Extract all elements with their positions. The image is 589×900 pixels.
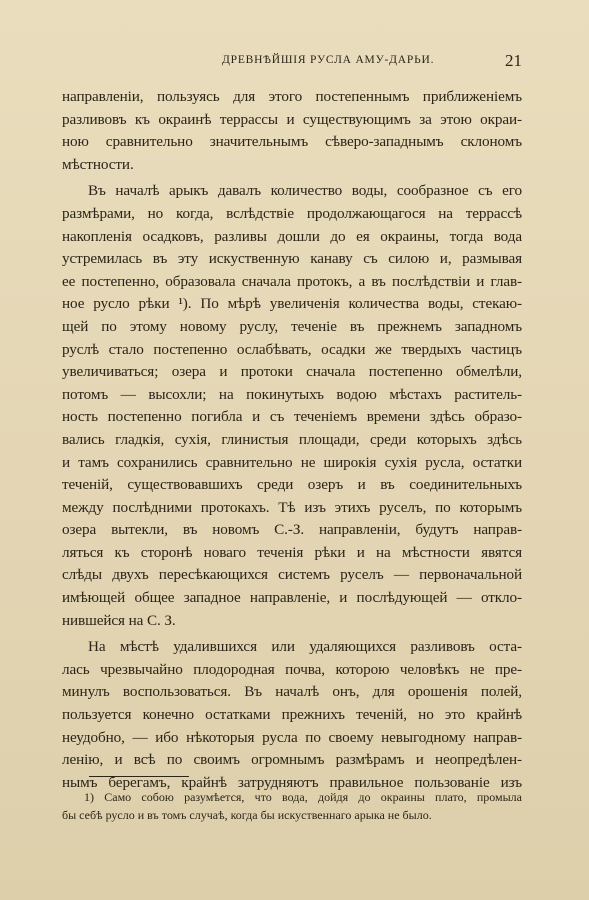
text-line: накопленія осадковъ, разливы дошли до ея окраины, тогда вода xyxy=(62,227,522,245)
text-line: мѣстности. xyxy=(62,155,134,173)
text-line: щей по этому новому руслу, теченіе въ прежнемъ западномъ xyxy=(62,317,522,335)
page-number: 21 xyxy=(505,51,522,70)
main-text xyxy=(62,86,522,794)
text-line: На мѣстѣ удалившихся или удаляющихся разливовъ оста- xyxy=(88,638,522,656)
text-line: Въ началѣ арыкъ давалъ количество воды, сообразное съ его xyxy=(88,182,522,200)
text-line: озера вытекли, въ новомъ С.-З. направленіи, будутъ направ- xyxy=(62,521,522,539)
text-line: ее постепенно, образовала сначала протокъ, а въ послѣдствіи и глав- xyxy=(62,272,522,290)
text-line: нымъ берегамъ, крайнѣ затрудняютъ правильное пользованіе изъ xyxy=(62,773,522,791)
footnote-divider xyxy=(89,776,189,777)
text-line: ляться къ сторонѣ новаго теченія рѣки и на мѣстности явятся xyxy=(62,543,522,561)
text-line: потомъ — высохли; на покинутыхъ водою мѣстахъ раститель- xyxy=(62,385,522,403)
footnote-line: бы себѣ русло и въ томъ случаѣ, когда бы искуственнаго арыка не было. xyxy=(62,808,432,822)
text-line: имѣющей общее западное направленіе, и послѣдующей — откло- xyxy=(62,589,522,607)
text-line: между послѣдними протокахъ. Тѣ изъ этихъ руселъ, по которымъ xyxy=(62,498,522,516)
text-line: минулъ воспользоваться. Въ началѣ онъ, для орошенія полей, xyxy=(62,683,522,701)
text-line: руслѣ стало постепенно ослабѣвать, осадки же твердыхъ частицъ xyxy=(62,340,522,358)
text-line: слѣды двухъ пересѣкающихся системъ руселъ — первоначальной xyxy=(62,566,522,584)
text-line: ность постепенно погибла и съ теченіемъ времени здѣсь образо- xyxy=(62,408,522,426)
text-line: нившейся на С. З. xyxy=(62,611,176,629)
text-line: разливовъ къ окраинѣ террассы и существующимъ за этою окраи- xyxy=(62,110,522,128)
text-line: и тамъ сохранились сравнительно не широкія сухія русла, остатки xyxy=(62,453,522,471)
text-line: теченій, существовавшихъ среди озеръ и въ соединительныхъ xyxy=(62,476,522,494)
text-line: неудобно, — ибо нѣкоторыя русла по своему невыгодному направ- xyxy=(62,728,522,746)
text-line: устремилась въ эту искуственную канаву съ силою и, размывая xyxy=(62,250,522,268)
running-title: ДРЕВНѢЙШІЯ РУСЛА АМУ-ДАРЬИ. xyxy=(222,54,435,66)
page-header xyxy=(62,52,522,76)
text-line: увеличиваться; озера и протоки сначала постепенно обмелѣли, xyxy=(62,363,522,381)
text-line: размѣрами, но когда, вслѣдствіе продолжающагося на террассѣ xyxy=(62,204,522,222)
text-line: лась чрезвычайно плодородная почва, которою человѣкъ не пре- xyxy=(62,660,522,678)
text-line: вались гладкія, сухія, глинистыя площади, среди которыхъ здѣсь xyxy=(62,430,522,448)
text-line: ное русло рѣки ¹). По мѣрѣ увеличенія количества воды, стекаю- xyxy=(62,295,522,313)
footnote xyxy=(62,788,522,824)
footnote-line: 1) Само собою разумѣется, что вода, дойдя до окраины плато, промыла xyxy=(84,790,522,804)
text-line: ленію, и всѣ по своимъ огромнымъ размѣрамъ и неопредѣлен- xyxy=(62,751,522,769)
text-line: пользуется конечно остатками прежнихъ теченій, но это крайнѣ xyxy=(62,706,522,724)
text-line: ною сравнительно значительнымъ сѣверо-западнымъ склономъ xyxy=(62,133,522,151)
text-line: направленіи, пользуясь для этого постепеннымъ приближеніемъ xyxy=(62,88,522,105)
